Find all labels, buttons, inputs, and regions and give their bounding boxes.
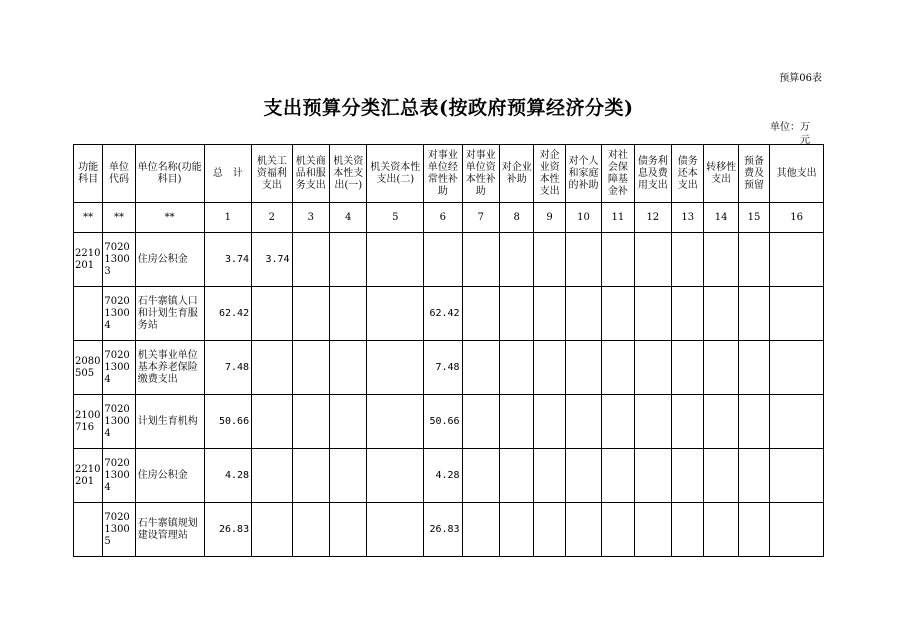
value-cell	[500, 449, 534, 503]
index-cell: 2	[252, 203, 292, 233]
unit-name-cell: 住房公积金	[135, 233, 204, 287]
header-cell: 转移性支出	[704, 145, 738, 203]
index-cell: 6	[424, 203, 462, 233]
salary-welfare-cell	[252, 395, 292, 449]
value-cell	[738, 233, 769, 287]
value-cell	[704, 395, 738, 449]
value-cell	[565, 233, 601, 287]
value-cell	[672, 449, 704, 503]
header-cell: 对事业单位资本性补助	[462, 145, 499, 203]
index-cell: 11	[602, 203, 634, 233]
header-cell: 对社会保障基金补	[602, 145, 634, 203]
salary-welfare-cell: 3.74	[252, 233, 292, 287]
header-row	[74, 145, 824, 203]
salary-welfare-cell	[252, 287, 292, 341]
institution-subsidy-cell	[424, 233, 462, 287]
value-cell	[330, 449, 367, 503]
table-row	[74, 287, 824, 341]
index-cell: **	[103, 203, 135, 233]
value-cell	[565, 449, 601, 503]
table-row	[74, 341, 824, 395]
institution-subsidy-cell: 62.42	[424, 287, 462, 341]
value-cell	[292, 503, 329, 557]
value-cell	[770, 503, 824, 557]
value-cell	[672, 395, 704, 449]
index-cell: 8	[500, 203, 534, 233]
value-cell	[602, 233, 634, 287]
index-cell: **	[74, 203, 103, 233]
value-cell	[634, 503, 671, 557]
total-cell: 4.28	[204, 449, 252, 503]
unit-name-cell: 住房公积金	[135, 449, 204, 503]
value-cell	[738, 287, 769, 341]
value-cell	[704, 287, 738, 341]
header-cell: 预备费及预留	[738, 145, 769, 203]
header-cell: 对事业单位经常性补助	[424, 145, 462, 203]
unit-name-cell: 石牛寨镇规划建设管理站	[135, 503, 204, 557]
header-cell: 债务利息及费用支出	[634, 145, 671, 203]
unit-name-cell: 机关事业单位基本养老保险缴费支出	[135, 341, 204, 395]
value-cell	[292, 395, 329, 449]
value-cell	[602, 449, 634, 503]
value-cell	[738, 503, 769, 557]
value-cell	[330, 395, 367, 449]
value-cell	[602, 503, 634, 557]
header-cell: 对企业资本性支出	[534, 145, 565, 203]
total-cell: 3.74	[204, 233, 252, 287]
total-cell: 26.83	[204, 503, 252, 557]
value-cell	[565, 341, 601, 395]
value-cell	[330, 341, 367, 395]
index-cell: 13	[672, 203, 704, 233]
value-cell	[367, 395, 424, 449]
value-cell	[367, 503, 424, 557]
institution-subsidy-cell: 7.48	[424, 341, 462, 395]
function-code-cell: 2210201	[74, 233, 103, 287]
unit-name-cell: 计划生育机构	[135, 395, 204, 449]
value-cell	[602, 341, 634, 395]
value-cell	[704, 449, 738, 503]
value-cell	[292, 449, 329, 503]
salary-welfare-cell	[252, 449, 292, 503]
header-cell: 机关资本性支出(二)	[367, 145, 424, 203]
value-cell	[534, 341, 565, 395]
value-cell	[462, 233, 499, 287]
value-cell	[770, 449, 824, 503]
header-cell: 单位名称(功能科目)	[135, 145, 204, 203]
value-cell	[534, 233, 565, 287]
value-cell	[565, 395, 601, 449]
index-cell: 16	[770, 203, 824, 233]
header-cell: 机关商品和服务支出	[292, 145, 329, 203]
total-cell: 62.42	[204, 287, 252, 341]
value-cell	[462, 395, 499, 449]
index-cell: 14	[704, 203, 738, 233]
function-code-cell: 2080505	[74, 341, 103, 395]
function-code-cell	[74, 503, 103, 557]
header-cell: 功能科目	[74, 145, 103, 203]
value-cell	[500, 287, 534, 341]
total-cell: 50.66	[204, 395, 252, 449]
unit-code-cell: 702013004	[103, 287, 135, 341]
index-cell: **	[135, 203, 204, 233]
unit-code-cell: 702013004	[103, 341, 135, 395]
institution-subsidy-cell: 26.83	[424, 503, 462, 557]
expenditure-table	[73, 144, 824, 557]
value-cell	[672, 233, 704, 287]
value-cell	[367, 449, 424, 503]
unit-label-text: 单位：	[770, 122, 800, 133]
index-row	[74, 203, 824, 233]
index-cell: 10	[565, 203, 601, 233]
index-cell: 3	[292, 203, 329, 233]
table-row	[74, 503, 824, 557]
index-cell: 7	[462, 203, 499, 233]
function-code-cell	[74, 287, 103, 341]
unit-code-cell: 702013004	[103, 395, 135, 449]
index-cell: 9	[534, 203, 565, 233]
institution-subsidy-cell: 50.66	[424, 395, 462, 449]
value-cell	[602, 395, 634, 449]
value-cell	[330, 233, 367, 287]
value-cell	[462, 341, 499, 395]
value-cell	[367, 287, 424, 341]
value-cell	[367, 341, 424, 395]
value-cell	[500, 503, 534, 557]
value-cell	[534, 395, 565, 449]
value-cell	[565, 287, 601, 341]
header-cell: 对企业补助	[500, 145, 534, 203]
header-cell: 机关工资福利支出	[252, 145, 292, 203]
value-cell	[500, 395, 534, 449]
page-title: 支出预算分类汇总表(按政府预算经济分类)	[263, 97, 634, 119]
value-cell	[462, 287, 499, 341]
value-cell	[738, 395, 769, 449]
value-cell	[330, 503, 367, 557]
function-code-cell: 2210201	[74, 449, 103, 503]
header-cell: 机关资本性支出(一)	[330, 145, 367, 203]
value-cell	[534, 287, 565, 341]
salary-welfare-cell	[252, 503, 292, 557]
value-cell	[704, 503, 738, 557]
value-cell	[462, 449, 499, 503]
value-cell	[770, 233, 824, 287]
value-cell	[738, 341, 769, 395]
value-cell	[770, 341, 824, 395]
value-cell	[330, 287, 367, 341]
institution-subsidy-cell: 4.28	[424, 449, 462, 503]
header-cell: 对个人和家庭的补助	[565, 145, 601, 203]
value-cell	[534, 449, 565, 503]
value-cell	[534, 503, 565, 557]
value-cell	[634, 233, 671, 287]
value-cell	[634, 449, 671, 503]
value-cell	[738, 449, 769, 503]
value-cell	[672, 341, 704, 395]
form-number: 预算06表	[779, 73, 822, 84]
unit-name-cell: 石牛寨镇人口和计划生育服务站	[135, 287, 204, 341]
value-cell	[500, 341, 534, 395]
value-cell	[770, 287, 824, 341]
value-cell	[634, 341, 671, 395]
value-cell	[704, 233, 738, 287]
table-row	[74, 449, 824, 503]
header-cell: 总 计	[204, 145, 252, 203]
table-row	[74, 395, 824, 449]
value-cell	[770, 395, 824, 449]
value-cell	[500, 233, 534, 287]
unit-code-cell: 702013004	[103, 449, 135, 503]
table-row	[74, 233, 824, 287]
value-cell	[292, 341, 329, 395]
value-cell	[367, 233, 424, 287]
unit-code-cell: 702013005	[103, 503, 135, 557]
function-code-cell: 2100716	[74, 395, 103, 449]
value-cell	[602, 287, 634, 341]
value-cell	[704, 341, 738, 395]
unit-code-cell: 702013003	[103, 233, 135, 287]
header-cell: 单位代码	[103, 145, 135, 203]
index-cell: 4	[330, 203, 367, 233]
value-cell	[672, 287, 704, 341]
salary-welfare-cell	[252, 341, 292, 395]
value-cell	[672, 503, 704, 557]
value-cell	[634, 287, 671, 341]
index-cell: 5	[367, 203, 424, 233]
index-cell: 12	[634, 203, 671, 233]
header-cell: 债务还本支出	[672, 145, 704, 203]
value-cell	[565, 503, 601, 557]
index-cell: 15	[738, 203, 769, 233]
index-cell: 1	[204, 203, 252, 233]
value-cell	[292, 287, 329, 341]
total-cell: 7.48	[204, 341, 252, 395]
unit-value: 万元	[800, 122, 810, 146]
value-cell	[634, 395, 671, 449]
value-cell	[462, 503, 499, 557]
header-cell: 其他支出	[770, 145, 824, 203]
value-cell	[292, 233, 329, 287]
